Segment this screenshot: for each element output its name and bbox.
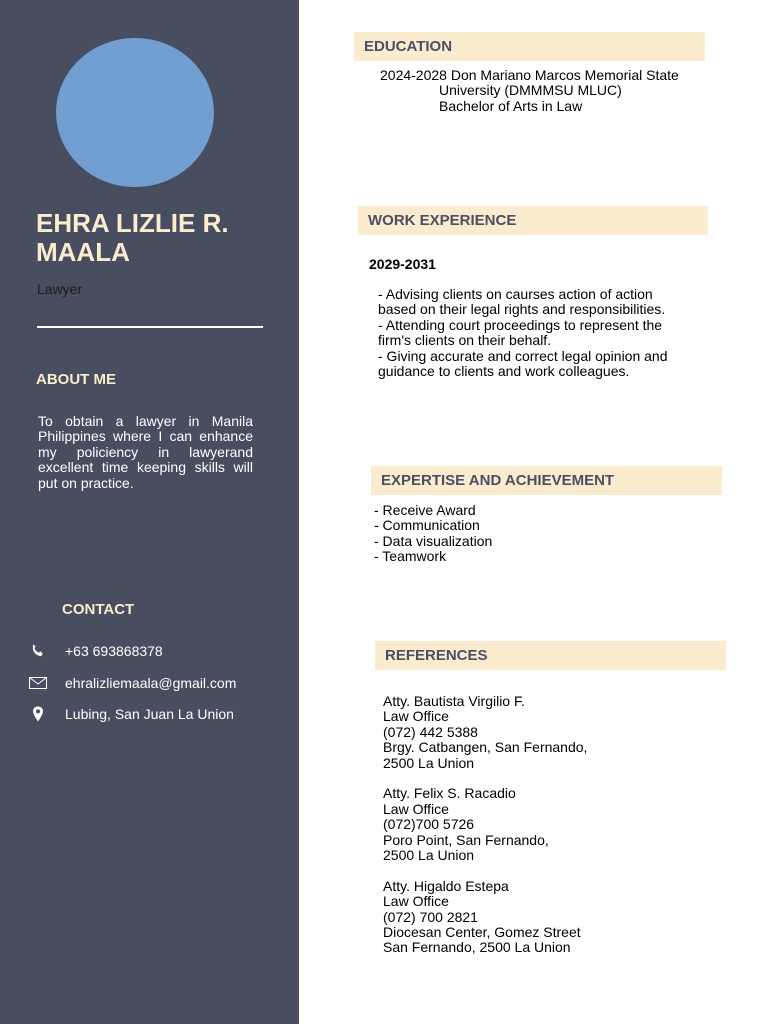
work-heading: WORK EXPERIENCE bbox=[358, 206, 708, 235]
envelope-icon bbox=[26, 674, 50, 692]
reference-address: Diocesan Center, Gomez Street bbox=[383, 924, 581, 941]
work-period: 2029-2031 bbox=[369, 256, 436, 272]
work-duty-line: based on their legal rights and responsibilities. bbox=[378, 301, 666, 318]
reference-address: Poro Point, San Fernando, bbox=[383, 831, 549, 848]
education-line: University (DMMMSU MLUC) bbox=[439, 82, 622, 99]
work-duty-line: firm's clients on their behalf. bbox=[378, 332, 552, 349]
contact-email: ehralizliemaala@gmail.com bbox=[65, 675, 237, 691]
expertise-item: - Receive Award bbox=[374, 502, 476, 518]
reference-phone: (072) 442 5388 bbox=[383, 723, 478, 740]
sidebar bbox=[0, 0, 299, 1024]
reference-entry bbox=[383, 694, 587, 771]
reference-entry bbox=[383, 879, 587, 956]
education-line: Bachelor of Arts in Law bbox=[439, 97, 583, 114]
education-heading: EDUCATION bbox=[354, 32, 705, 61]
contact-address: Lubing, San Juan La Union bbox=[65, 706, 234, 722]
expertise-heading: EXPERTISE AND ACHIEVEMENT bbox=[371, 466, 722, 495]
profile-photo-placeholder bbox=[56, 38, 214, 187]
about-text: To obtain a lawyer in Manila Philippines where I can enhance my policiency in lawyerand excellent time keeping skills will put on practice. bbox=[38, 413, 253, 491]
reference-name: Atty. Higaldo Estepa bbox=[383, 877, 509, 894]
references-list bbox=[383, 694, 587, 971]
expertise-list bbox=[374, 503, 492, 565]
work-duty-line: - Giving accurate and correct legal opinion and bbox=[378, 347, 668, 364]
expertise-item: - Teamwork bbox=[374, 548, 447, 565]
education-details bbox=[380, 68, 679, 114]
work-duties bbox=[378, 287, 708, 379]
work-duty-line: - Advising clients on caurses action of action bbox=[378, 286, 653, 302]
education-line: 2024-2028 Don Mariano Marcos Memorial State bbox=[380, 67, 679, 83]
reference-name: Atty. Bautista Virgilio F. bbox=[383, 693, 525, 709]
expertise-item: - Communication bbox=[374, 517, 480, 534]
contact-heading: CONTACT bbox=[62, 601, 135, 618]
reference-phone: (072) 700 2821 bbox=[383, 908, 478, 925]
reference-entry bbox=[383, 786, 587, 863]
work-duty-line: - Attending court proceedings to represent the bbox=[378, 316, 663, 333]
reference-address: Brgy. Catbangen, San Fernando, bbox=[383, 739, 588, 756]
contact-address-row bbox=[26, 704, 234, 724]
expertise-item: - Data visualization bbox=[374, 532, 493, 549]
about-heading: ABOUT ME bbox=[36, 371, 116, 388]
reference-phone: (072)700 5726 bbox=[383, 816, 475, 833]
reference-office: Law Office bbox=[383, 708, 449, 725]
contact-phone-row bbox=[26, 641, 163, 661]
reference-address: 2500 La Union bbox=[383, 754, 475, 771]
profile-name: EHRA LIZLIE R. MAALA bbox=[36, 208, 229, 267]
sidebar-divider bbox=[37, 326, 263, 328]
work-duty-line: guidance to clients and work colleagues. bbox=[378, 363, 630, 380]
contact-email-row bbox=[26, 673, 236, 693]
reference-address: San Fernando, 2500 La Union bbox=[383, 939, 571, 956]
reference-office: Law Office bbox=[383, 800, 449, 817]
references-heading: REFERENCES bbox=[375, 641, 726, 670]
phone-icon bbox=[26, 642, 50, 660]
reference-name: Atty. Felix S. Racadio bbox=[383, 785, 516, 802]
profile-role: Lawyer bbox=[37, 281, 83, 297]
location-pin-icon bbox=[26, 705, 50, 723]
reference-address: 2500 La Union bbox=[383, 847, 475, 864]
contact-phone: +63 693868378 bbox=[65, 643, 163, 659]
reference-office: Law Office bbox=[383, 893, 449, 910]
